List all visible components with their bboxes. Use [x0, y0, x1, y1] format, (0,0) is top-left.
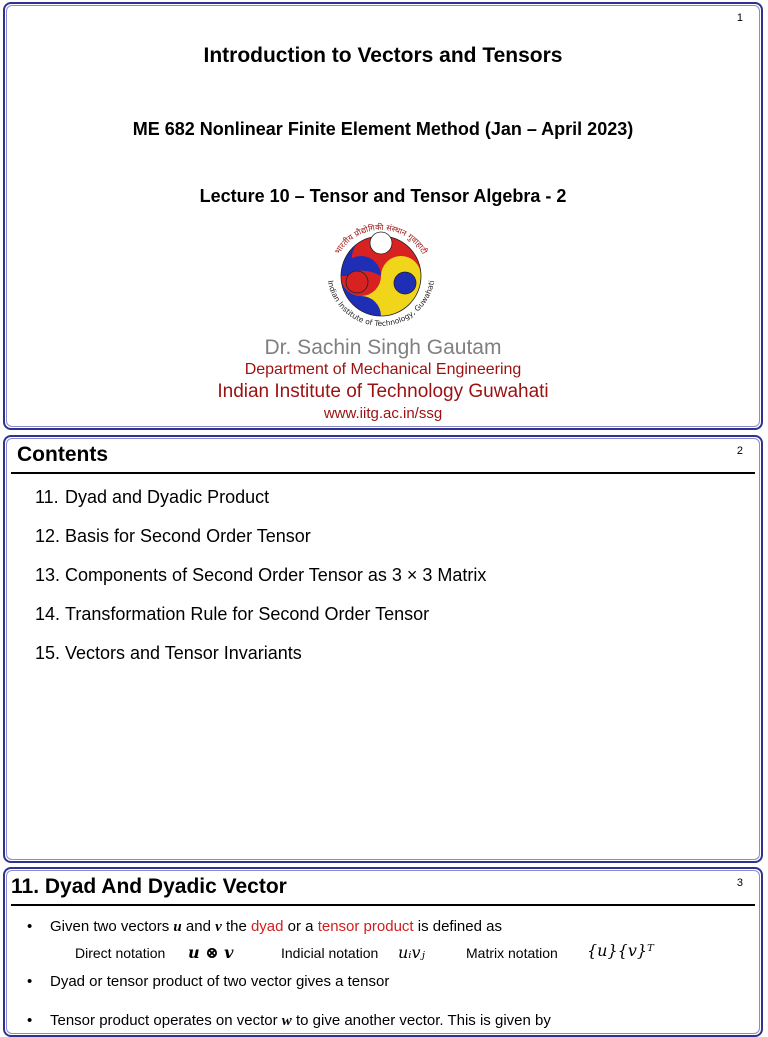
indicial-notation-label: Indicial notation	[281, 945, 379, 961]
department: Department of Mechanical Engineering	[244, 361, 522, 378]
matrix-notation-expr: {u}{v}ᵀ	[587, 941, 654, 960]
page-number: 1	[736, 12, 743, 24]
bullet-tensor: • Dyad or tensor product of two vector gives a tensor	[27, 973, 390, 990]
item-text: Transformation Rule for Second Order Tensor	[65, 604, 430, 624]
heading-rule	[11, 472, 755, 474]
item-text: Dyad and Dyadic Product	[65, 487, 270, 507]
presentation-title: Introduction to Vectors and Tensors	[203, 44, 563, 67]
vector-v: v	[215, 919, 222, 935]
bullet-dot-icon: •	[27, 918, 33, 935]
author-name: Dr. Sachin Singh Gautam	[264, 336, 502, 359]
contents-list	[35, 487, 486, 682]
lecture-title: Lecture 10 – Tensor and Tensor Algebra - 2	[199, 186, 567, 206]
website-link[interactable]: www.iitg.ac.in/ssg	[323, 405, 443, 422]
contents-item	[35, 526, 486, 565]
bullet-operation: • Tensor product operates on vector w to give another vector. This is given by	[27, 1012, 551, 1029]
item-number: 14.	[35, 604, 61, 624]
page-number: 3	[736, 877, 743, 889]
bullet-dot-icon: •	[27, 973, 33, 990]
item-number: 12.	[35, 526, 61, 546]
item-text: Components of Second Order Tensor as 3 × 3 Matrix	[65, 565, 487, 585]
item-number: 15.	[35, 643, 61, 663]
logo-hindi-text: भारतीय प्रौद्योगिकी संस्थान गुवाहाटी	[333, 222, 429, 256]
bullet-definition: • Given two vectors u and v the dyad or a tensor product is defined as	[27, 918, 502, 935]
matrix-notation-label: Matrix notation	[466, 945, 558, 961]
slide-heading: Contents	[17, 443, 108, 466]
vector-w: w	[281, 1013, 292, 1029]
contents-slide	[3, 435, 763, 863]
institute: Indian Institute of Technology Guwahati	[217, 381, 549, 402]
item-number: 13.	[35, 565, 61, 585]
slide-heading: 11. Dyad And Dyadic Vector	[11, 875, 287, 898]
term-dyad: dyad	[250, 918, 284, 935]
direct-notation-label: Direct notation	[75, 945, 166, 961]
heading-rule	[11, 904, 755, 906]
contents-item	[35, 643, 486, 682]
title-slide	[3, 2, 763, 430]
term-tensor-product: tensor product	[317, 918, 414, 935]
item-text: Vectors and Tensor Invariants	[65, 643, 302, 663]
contents-item	[35, 565, 486, 604]
item-text: Basis for Second Order Tensor	[65, 526, 311, 546]
direct-notation-expr: u ⊗ v	[188, 943, 234, 962]
course-title: ME 682 Nonlinear Finite Element Method (Jan – April 2023)	[132, 119, 634, 139]
vector-u: u	[173, 919, 182, 935]
bullet-dot-icon: •	[27, 1012, 33, 1029]
item-number: 11.	[35, 487, 59, 507]
iitg-logo-icon	[317, 216, 445, 334]
contents-item	[35, 604, 486, 643]
contents-item	[35, 487, 486, 526]
indicial-notation-expr: uᵢvⱼ	[398, 943, 425, 962]
page-number: 2	[736, 445, 743, 457]
logo-english-text: Indian Institute of Technology, Guwahati	[325, 279, 437, 329]
dyad-slide	[3, 867, 763, 1037]
